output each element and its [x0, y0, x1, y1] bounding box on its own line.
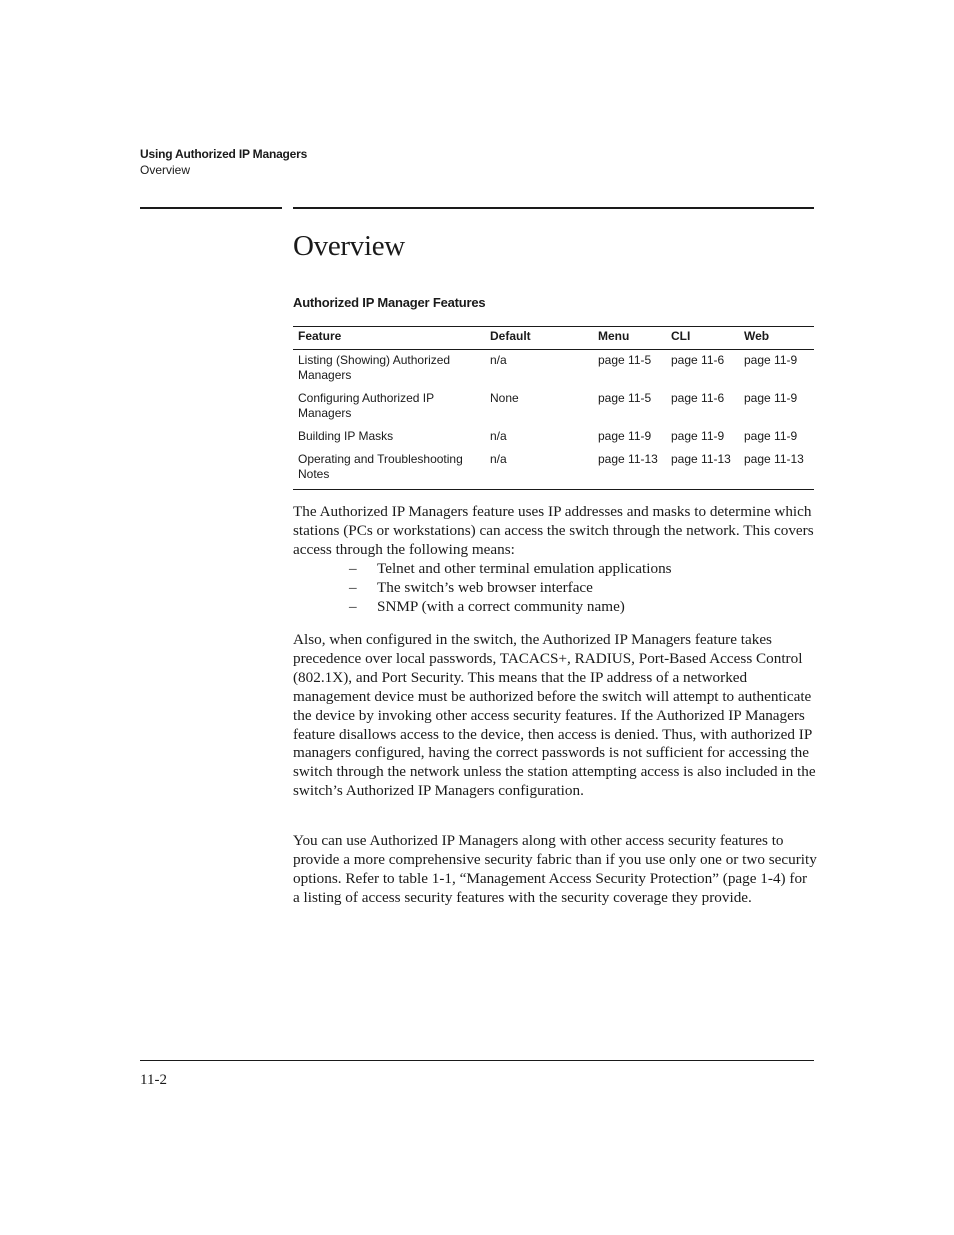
cell-cli: page 11-9	[671, 429, 725, 443]
column-header-default: Default	[485, 327, 593, 350]
cell-menu: page 11-5	[598, 353, 652, 367]
intro-section	[293, 503, 817, 616]
running-header-title: Using Authorized IP Managers	[140, 147, 308, 161]
list-item	[293, 598, 817, 617]
access-means-list	[293, 560, 817, 617]
header-rule-left	[140, 207, 282, 209]
list-item-text: The switch’s web browser interface	[377, 578, 593, 596]
column-header-web: Web	[739, 327, 814, 350]
column-header-feature: Feature	[293, 327, 485, 350]
cell-web: page 11-9	[744, 429, 798, 443]
footer-rule	[140, 1060, 814, 1061]
combination-section	[293, 832, 817, 908]
cell-feature: Building IP Masks	[298, 429, 394, 443]
combination-paragraph: You can use Authorized IP Managers along with other access security features to provide a more comprehensive security fabric than if you use only one or two security options. Refer to table 1-1, “Management Access Security Protection” (page 1-4) for a listing of access security features with the security coverage they provide.	[293, 832, 817, 906]
cell-cli: page 11-6	[671, 353, 725, 367]
cell-default: n/a	[490, 353, 507, 367]
cell-cli: page 11-6	[671, 391, 725, 405]
cell-menu: page 11-5	[598, 391, 652, 405]
features-table	[293, 326, 814, 490]
running-header-section: Overview	[140, 163, 191, 177]
dash-bullet: –	[349, 597, 357, 615]
table-header-row	[293, 327, 814, 350]
list-item	[293, 579, 817, 598]
intro-paragraph: The Authorized IP Managers feature uses IP addresses and masks to determine which stations (PCs or workstations) can access the switch through the network. This covers access through the following means:	[293, 503, 814, 558]
list-item-text: SNMP (with a correct community name)	[377, 597, 625, 615]
table-row	[293, 427, 814, 450]
page-number: 11-2	[140, 1072, 167, 1088]
cell-default: None	[490, 391, 519, 405]
header-rule-right	[293, 207, 814, 209]
table-caption: Authorized IP Manager Features	[293, 295, 486, 310]
cell-default: n/a	[490, 429, 507, 443]
dash-bullet: –	[349, 559, 357, 577]
cell-feature: Listing (Showing) Authorized Managers	[298, 353, 451, 382]
list-item-text: Telnet and other terminal emulation applications	[377, 559, 672, 577]
table-row	[293, 350, 814, 390]
dash-bullet: –	[349, 578, 357, 596]
table-row	[293, 450, 814, 490]
cell-feature: Configuring Authorized IP Managers	[298, 391, 434, 420]
cell-web: page 11-13	[744, 452, 804, 466]
column-header-cli: CLI	[666, 327, 739, 350]
page-title: Overview	[293, 230, 405, 262]
cell-cli: page 11-13	[671, 452, 731, 466]
column-header-menu: Menu	[593, 327, 666, 350]
cell-menu: page 11-9	[598, 429, 652, 443]
precedence-section	[293, 631, 817, 801]
cell-web: page 11-9	[744, 391, 798, 405]
precedence-paragraph: Also, when configured in the switch, the Authorized IP Managers feature takes precedence over local passwords, TACACS+, RADIUS, Port-Based Access Control (802.1X), and Port Security. This means that the IP address of a networked management device must be authorized before the switch will attempt to authenticate the device by invoking other access security features. If the Authorized IP Managers feature disallows access to the device, then access is denied. Thus, with authorized IP managers configured, having the correct passwords is not sufficient for accessing the switch through the network unless the station attempting access is also included in the switch’s Authorized IP Managers configuration.	[293, 631, 816, 800]
cell-default: n/a	[490, 452, 507, 466]
cell-feature: Operating and Troubleshooting Notes	[298, 452, 463, 481]
table-row	[293, 389, 814, 427]
cell-menu: page 11-13	[598, 452, 658, 466]
list-item	[293, 560, 817, 579]
cell-web: page 11-9	[744, 353, 798, 367]
